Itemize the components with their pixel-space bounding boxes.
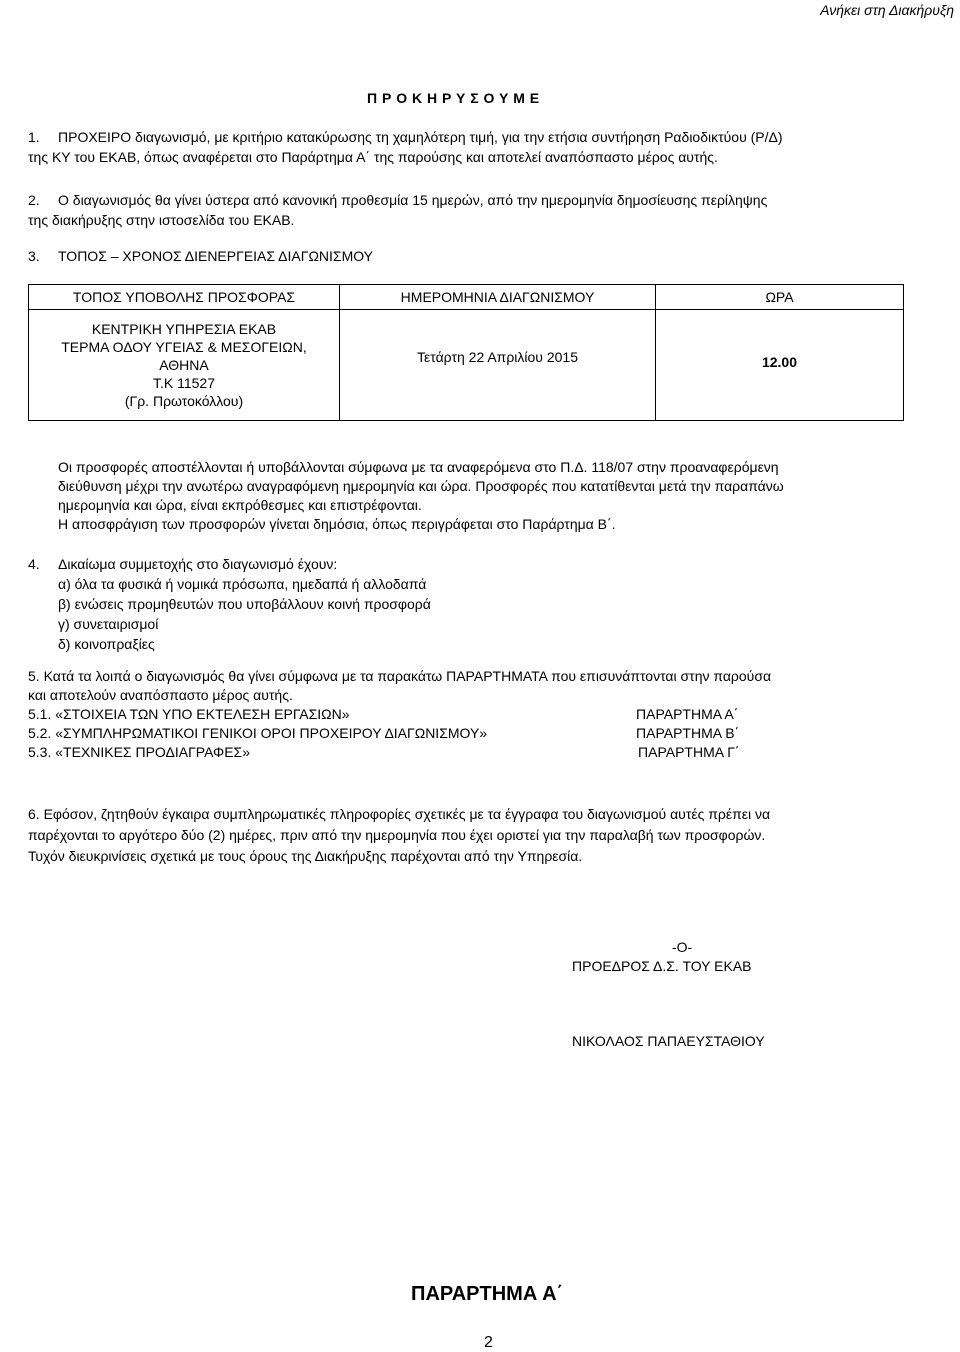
item-1 — [28, 127, 938, 167]
item-6-line-3: Τυχόν διευκρινίσεις σχετικά με τους όρους της Διακήρυξης παρέχονται από την Υπηρεσία. — [28, 848, 583, 864]
place-line: ΑΘΗΝΑ — [159, 357, 209, 373]
item-6 — [28, 804, 938, 867]
offers-line-3: ημερομηνία και ώρα, είναι εκπρόθεσμες και επιστρέφονται. — [58, 497, 422, 513]
annex-ref-3: 5.3. «ΤΕΧΝΙΚΕΣ ΠΡΟΔΙΑΓΡΑΦΕΣ» — [28, 744, 250, 760]
offers-line-4: Η αποσφράγιση των προσφορών γίνεται δημόσια, όπως περιγράφεται στο Παράρτημα Β΄. — [58, 516, 616, 532]
date-value: Τετάρτη 22 Απριλίου 2015 — [417, 349, 578, 365]
item-2-number: 2. — [28, 192, 40, 208]
annex-a-title: ΠΑΡΑΡΤΗΜΑ Α΄ — [411, 1283, 564, 1305]
header-note: Ανήκει στη Διακήρυξη — [820, 2, 954, 18]
annex-ref-2-label: ΠΑΡΑΡΤΗΜΑ Β΄ — [636, 725, 740, 741]
place-line: ΚΕΝΤΡΙΚΗ ΥΠΗΡΕΣΙΑ ΕΚΑΒ — [91, 321, 277, 337]
annex-ref-1-label: ΠΑΡΑΡΤΗΜΑ Α΄ — [636, 706, 739, 722]
item-6-line-2: παρέχονται το αργότερο δύο (2) ημέρες, πριν από την ημερομηνία που έχει οριστεί για την παραλαβή των προσφορών. — [28, 827, 766, 843]
item-4 — [28, 554, 938, 654]
item-4-d: δ) κοινοπραξίες — [58, 636, 155, 652]
item-1-line-1: ΠΡΟΧΕΙΡΟ διαγωνισμό, με κριτήριο κατακύρωσης τη χαμηλότερη τιμή, για την ετήσια συντήρηση Ραδιοδικτύου (Ρ/Δ) — [58, 129, 783, 145]
item-1-line-2: της ΚΥ του ΕΚΑΒ, όπως αναφέρεται στο Παράρτημα Α΄ της παρούσης και αποτελεί αναπόσπαστο μέρος αυτής. — [28, 149, 718, 165]
annex-ref-2: 5.2. «ΣΥΜΠΛΗΡΩΜΑΤΙΚΟΙ ΓΕΝΙΚΟΙ ΟΡΟΙ ΠΡΟΧΕΙΡΟΥ ΔΙΑΓΩΝΙΣΜΟΥ» — [28, 725, 488, 741]
signature-name: ΝΙΚΟΛΑΟΣ ΠΑΠΑΕΥΣΤΑΘΙΟΥ — [572, 1033, 765, 1049]
place-line: Τ.Κ 11527 — [152, 375, 216, 391]
offers-line-2: διεύθυνση μέχρι την ανωτέρω αναγραφόμενη ημερομηνία και ώρα. Προσφορές που κατατίθενται μετά την παραπάνω — [58, 478, 784, 494]
cell-date — [340, 310, 656, 421]
cell-place — [29, 310, 340, 421]
item-5-line-1: 5. Κατά τα λοιπά ο διαγωνισμός θα γίνει σύμφωνα με τα παρακάτω ΠΑΡΑΡΤΗΜΑΤΑ που επισυνάπτονται στην παρούσα — [28, 668, 772, 684]
item-2-line-1: Ο διαγωνισμός θα γίνει ύστερα από κανονική προθεσμία 15 ημερών, από την ημερομηνία δημοσίευσης περίληψης — [58, 192, 768, 208]
place-line: ΤΕΡΜΑ ΟΔΟΥ ΥΓΕΙΑΣ & ΜΕΣΟΓΕΙΩΝ, — [61, 339, 307, 355]
item-4-b: β) ενώσεις προμηθευτών που υποβάλλουν κοινή προσφορά — [58, 596, 431, 612]
signature-role: ΠΡΟΕΔΡΟΣ Δ.Σ. ΤΟΥ ΕΚΑΒ — [572, 958, 752, 974]
item-5-line-2: και αποτελούν αναπόσπαστο μέρος αυτής. — [28, 687, 293, 703]
table-row — [29, 310, 904, 421]
item-3 — [28, 246, 938, 266]
offers-line-1: Οι προσφορές αποστέλλονται ή υποβάλλονται σύμφωνα με τα αναφερόμενα στο Π.Δ. 118/07 στην προαναφερόμενη — [58, 459, 779, 475]
header-date: ΗΜΕΡΟΜΗΝΙΑ ΔΙΑΓΩΝΙΣΜΟΥ — [340, 285, 656, 310]
item-3-heading: ΤΟΠΟΣ – ΧΡΟΝΟΣ ΔΙΕΝΕΡΓΕΙΑΣ ΔΙΑΓΩΝΙΣΜΟΥ — [58, 248, 374, 264]
annex-ref-3-label: ΠΑΡΑΡΤΗΜΑ Γ΄ — [638, 744, 740, 760]
item-4-c: γ) συνεταιρισμοί — [58, 616, 159, 632]
schedule-table — [28, 284, 904, 421]
time-value: 12.00 — [761, 354, 798, 370]
header-place: ΤΟΠΟΣ ΥΠΟΒΟΛΗΣ ΠΡΟΣΦΟΡΑΣ — [29, 285, 340, 310]
header-time: ΩΡΑ — [656, 285, 904, 310]
item-4-heading: Δικαίωμα συμμετοχής στο διαγωνισμό έχουν: — [58, 556, 338, 572]
place-line: (Γρ. Πρωτοκόλλου) — [124, 393, 244, 409]
item-2 — [28, 190, 938, 230]
page-number: 2 — [484, 1334, 493, 1351]
annex-ref-1: 5.1. «ΣΤΟΙΧΕΙΑ ΤΩΝ ΥΠΟ ΕΚΤΕΛΕΣΗ ΕΡΓΑΣΙΩΝ» — [28, 706, 350, 722]
document-title: Π Ρ Ο Κ Η Ρ Υ Σ Ο Υ Μ Ε — [367, 90, 540, 106]
item-1-number: 1. — [28, 129, 40, 145]
item-4-a: α) όλα τα φυσικά ή νομικά πρόσωπα, ημεδαπά ή αλλοδαπά — [58, 576, 427, 592]
item-2-line-2: της διακήρυξης στην ιστοσελίδα του ΕΚΑΒ. — [28, 212, 295, 228]
item-4-number: 4. — [28, 556, 40, 572]
item-5 — [28, 667, 938, 762]
cell-time — [656, 310, 904, 421]
table-header-row — [29, 285, 904, 310]
item-6-line-1: 6. Εφόσον, ζητηθούν έγκαιρα συμπληρωματικές πληροφορίες σχετικές με τα έγγραφα του διαγωνισμού αυτές πρέπει να — [28, 806, 771, 822]
item-3-number: 3. — [28, 248, 40, 264]
signature-mark: -Ο- — [672, 939, 693, 955]
offers-paragraph — [58, 458, 948, 534]
